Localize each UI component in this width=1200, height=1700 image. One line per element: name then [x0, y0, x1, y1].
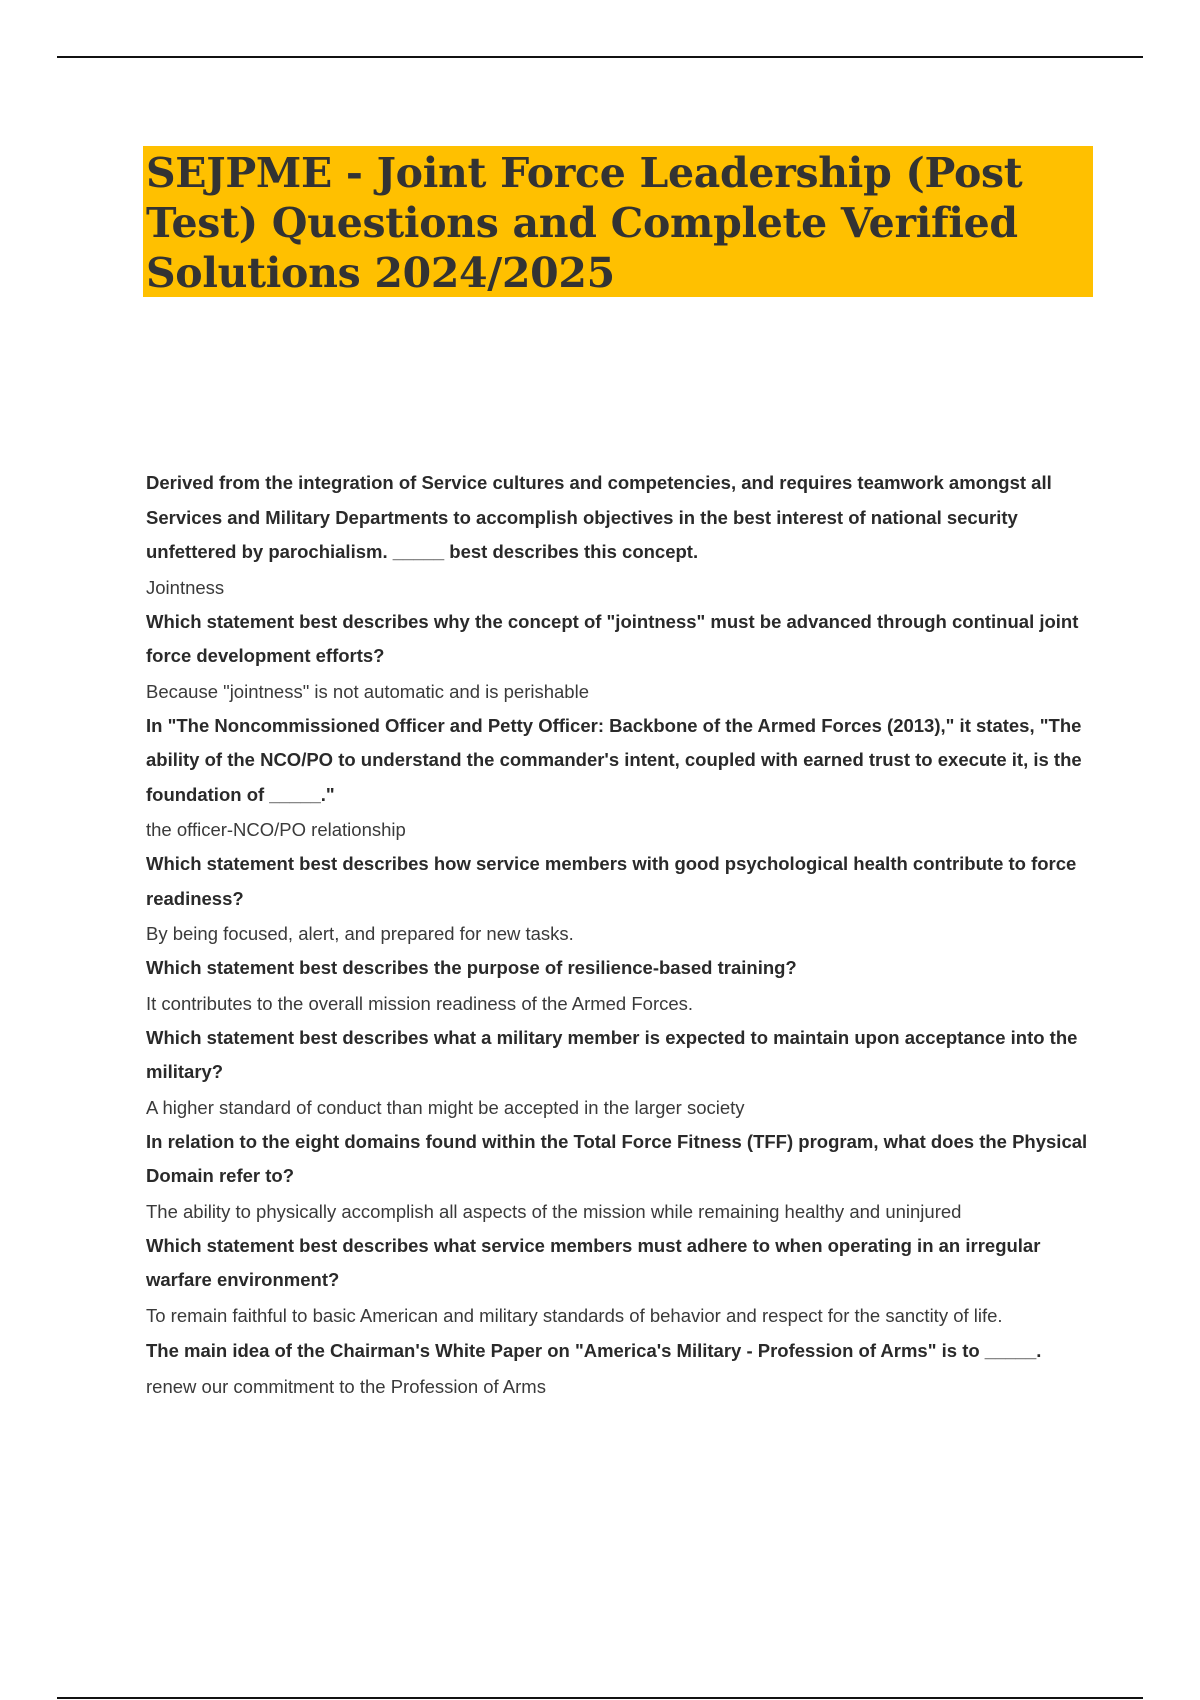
answer-text: It contributes to the overall mission readiness of the Armed Forces. — [146, 992, 694, 1014]
answer-text: By being focused, alert, and prepared for new tasks. — [146, 923, 574, 944]
qa-list — [146, 466, 1096, 1404]
question-text: Which statement best describes what service members must adhere to when operating in an irregular warfare environment? — [146, 1234, 1041, 1290]
answer-text: To remain faithful to basic American and military standards of behavior and respect for the sanctity of life. — [146, 1304, 1003, 1326]
qa-item — [146, 1125, 1096, 1229]
answer-text: The ability to physically accomplish all aspects of the mission while remaining healthy and uninjured — [146, 1200, 962, 1222]
question-text: Which statement best describes the purpose of resilience-based training? — [146, 957, 797, 978]
qa-item — [146, 1229, 1096, 1333]
qa-item — [146, 466, 1096, 605]
question-text: Which statement best describes what a military member is expected to maintain upon acceptance into the military? — [146, 1026, 1078, 1082]
document-title: SEJPME - Joint Force Leadership (Post Test) Questions and Complete Verified Solutions 2024/2025 — [146, 149, 1023, 297]
question-text: Derived from the integration of Service cultures and competencies, and requires teamwork amongst all Services and Military Departments to accomplish objectives in the best interest of national security unfettered by parochialism. _____ best describes this concept. — [146, 472, 1052, 562]
title-highlight — [143, 146, 1093, 297]
question-text: In "The Noncommissioned Officer and Petty Officer: Backbone of the Armed Forces (2013)," it states, "The ability of the NCO/PO to understand the commander's intent, coupled with earned trust to execute it, is the foundation of _____." — [146, 714, 1082, 805]
qa-item — [146, 847, 1096, 951]
qa-item — [146, 605, 1096, 709]
top-divider — [57, 56, 1143, 58]
qa-item — [146, 1021, 1096, 1125]
qa-item — [146, 1333, 1096, 1404]
answer-text: the officer-NCO/PO relationship — [146, 819, 406, 840]
qa-item — [146, 709, 1096, 848]
qa-item — [146, 951, 1096, 1021]
answer-text: renew our commitment to the Profession of Arms — [146, 1375, 546, 1397]
answer-text: Jointness — [146, 576, 225, 598]
question-text: In relation to the eight domains found within the Total Force Fitness (TFF) program, what does the Physical Domain refer to? — [146, 1130, 1088, 1186]
answer-text: A higher standard of conduct than might be accepted in the larger society — [146, 1096, 745, 1118]
question-text: Which statement best describes why the concept of "jointness" must be advanced through continual joint force development efforts? — [146, 610, 1079, 666]
bottom-divider — [57, 1697, 1143, 1699]
question-text: The main idea of the Chairman's White Paper on "America's Military - Profession of Arms" is to _____. — [146, 1339, 1042, 1361]
answer-text: Because "jointness" is not automatic and is perishable — [146, 680, 589, 702]
question-text: Which statement best describes how service members with good psychological health contribute to force readiness? — [146, 853, 1077, 909]
